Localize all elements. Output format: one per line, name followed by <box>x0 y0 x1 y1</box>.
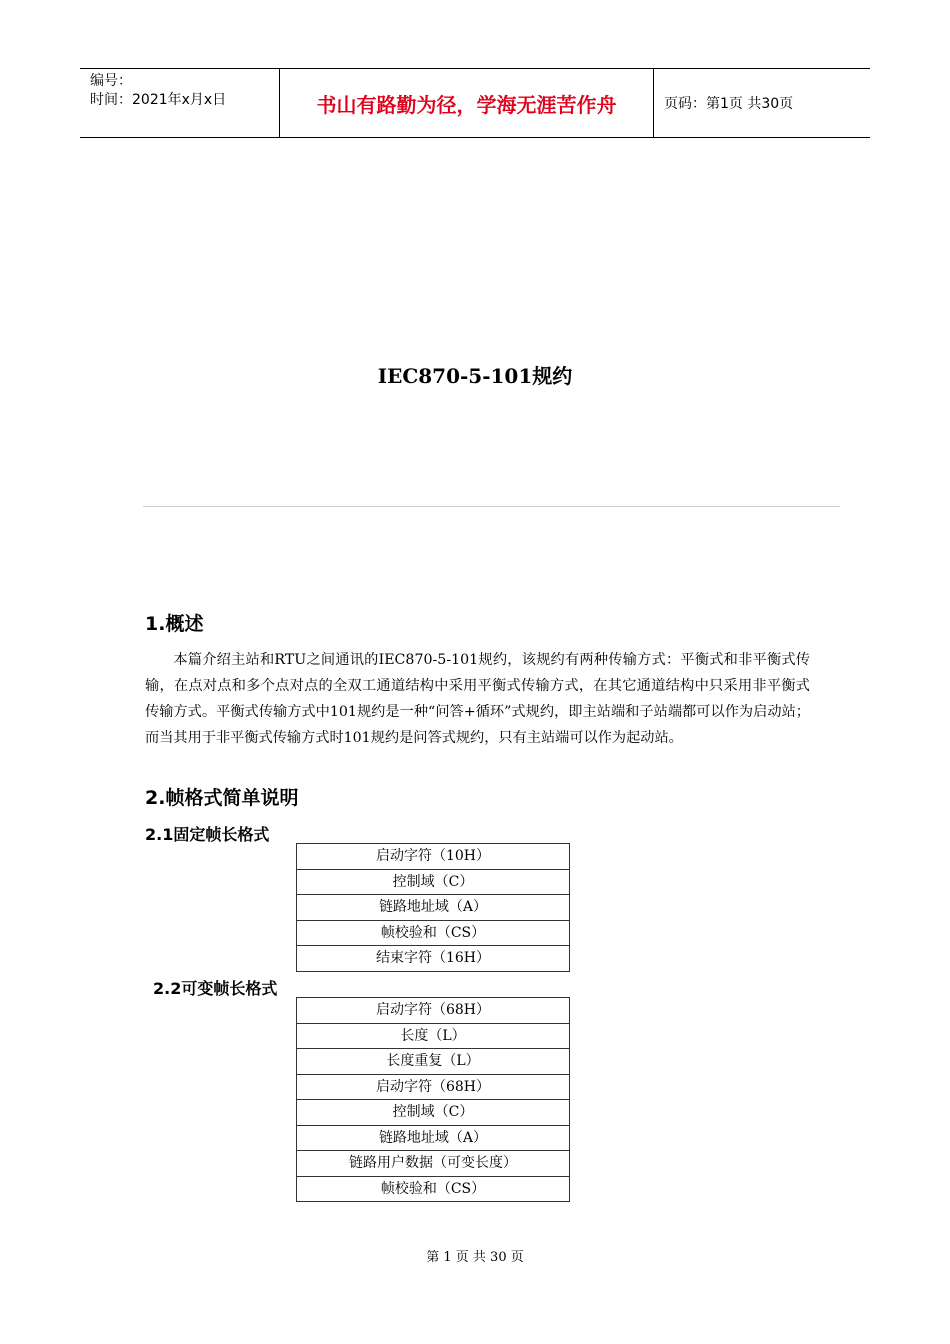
page-footer: 第 1 页 共 30 页 <box>426 1250 524 1265</box>
table-cell: 长度重复（L） <box>297 1049 570 1075</box>
table-cell: 链路用户数据（可变长度） <box>297 1151 570 1177</box>
table-row <box>297 895 570 921</box>
table-row <box>297 1176 570 1202</box>
document-title: IEC870-5-101规约 <box>377 364 573 388</box>
section-1-heading: 1.概述 <box>145 613 204 635</box>
table-row <box>297 946 570 972</box>
table-row <box>297 1074 570 1100</box>
table-row <box>297 998 570 1024</box>
table-row <box>297 1125 570 1151</box>
table-cell: 启动字符（68H） <box>297 998 570 1024</box>
number-label: 编号： <box>90 73 132 89</box>
table-cell: 链路地址域（A） <box>297 1125 570 1151</box>
table-row <box>297 1023 570 1049</box>
time-label: 时间：2021年x月x日 <box>90 92 227 108</box>
fixed-frame-table <box>296 843 570 972</box>
fixed-frame-heading: 2.1固定帧长格式 <box>145 825 270 844</box>
table-cell: 结束字符（16H） <box>297 946 570 972</box>
table-cell: 启动字符（68H） <box>297 1074 570 1100</box>
header-page-info: 页码：第1页 共30页 <box>664 96 794 112</box>
title-divider <box>143 506 840 507</box>
table-cell: 控制域（C） <box>297 869 570 895</box>
section-2-heading: 2.帧格式简单说明 <box>145 787 299 809</box>
header-meta <box>80 69 280 137</box>
section-1-paragraph: 本篇介绍主站和RTU之间通讯的IEC870-5-101规约，该规约有两种传输方式：平衡式和非平衡式传输，在点对点和多个点对点的全双工通道结构中采用平衡式传输方式，在其它通道结构中只采用非平衡式传输方式。平衡式传输方式中101规约是一种“问答+循环”式规约，即主站端和子站端都可以作为启动站；而当其用于非平衡式传输方式时101规约是问答式规约，只有主站端可以作为起动站。 <box>145 652 810 746</box>
table-row <box>297 1151 570 1177</box>
table-row <box>297 1049 570 1075</box>
page-header <box>80 68 870 138</box>
table-row <box>297 920 570 946</box>
variable-frame-table <box>296 997 570 1202</box>
table-cell: 链路地址域（A） <box>297 895 570 921</box>
table-cell: 控制域（C） <box>297 1100 570 1126</box>
table-cell: 启动字符（10H） <box>297 844 570 870</box>
table-cell: 长度（L） <box>297 1023 570 1049</box>
table-row <box>297 1100 570 1126</box>
table-cell: 帧校验和（CS） <box>297 920 570 946</box>
variable-frame-heading: 2.2可变帧长格式 <box>153 979 278 998</box>
table-row <box>297 869 570 895</box>
table-cell: 帧校验和（CS） <box>297 1176 570 1202</box>
header-motto: 书山有路勤为径，学海无涯苦作舟 <box>280 69 654 137</box>
table-row <box>297 844 570 870</box>
